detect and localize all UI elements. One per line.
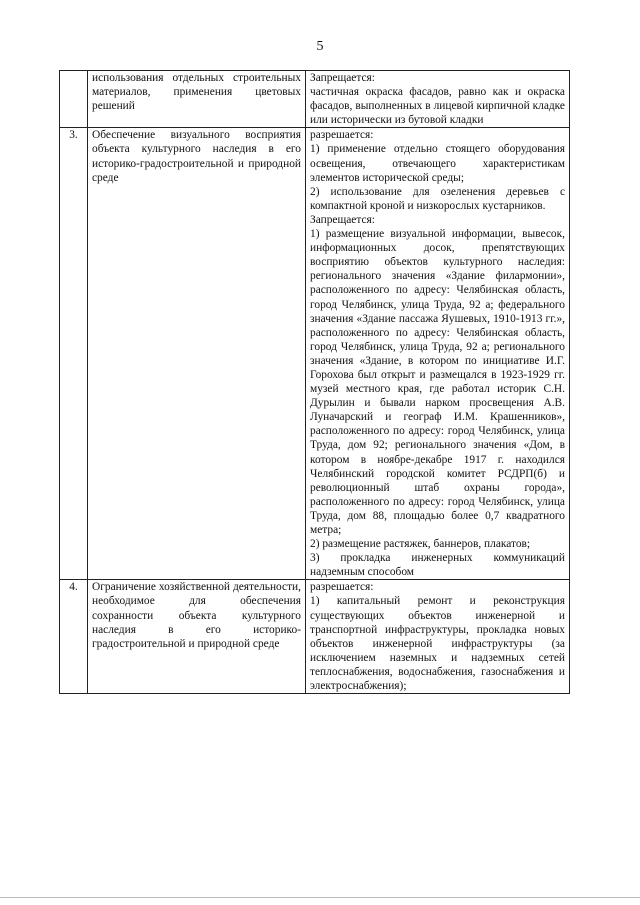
requirement-text: 2) использование для озеленения деревьев с компактной кроной и низкорослых кустарников. [310,185,565,212]
table-row [60,71,570,128]
requirement-text: 1) капитальный ремонт и реконструкция существующих объектов инженерной и транспортной инфраструктуры, прокладка новых объектов инженерной инфраструктуры (за исключением наземных и надземных сетей теплоснабжения, водоснабжения, газоснабжения и электроснабжения); [310,595,565,693]
page-number: 5 [316,39,324,54]
table-row [60,580,570,694]
row-name: Обеспечение визуального восприятия объекта культурного наследия в его историко-градостроительной и природной среде [88,128,306,580]
row-number: 4. [60,580,88,694]
requirement-text: разрешается: [310,129,374,142]
row-number [60,71,88,128]
requirement-text: разрешается: [310,581,374,594]
requirement-text: 2) размещение растяжек, баннеров, плакатов; [310,538,531,551]
requirements-table [59,70,570,694]
row-requirements [306,128,570,580]
requirement-text: 1) применение отдельно стоящего оборудования освещения, отвечающего характеристикам элементов исторической среды; [310,143,565,184]
row-requirements [306,71,570,128]
page-bottom-edge [0,897,640,898]
row-number: 3. [60,128,88,580]
table-row [60,128,570,580]
requirement-text: частичная окраска фасадов, равно как и окраска фасадов, выполненных в лицевой кирпичной кладке или исторически из бутовой кладки [310,86,565,127]
row-requirements [306,580,570,694]
requirement-text: Запрещается: [310,213,375,226]
row-name: Ограничение хозяйственной деятельности, необходимое для обеспечения сохранности объекта культурного наследия в его историко-градостроительной и природной среде [88,580,306,694]
requirement-text: 1) размещение визуальной информации, вывесок, информационных досок, препятствующих восприятию объектов культурного наследия: регионального значения «Здание филармонии», расположенного по адресу: Челябинская область, город Челябинск, улица Труда, 92 а; федерального значения «Здание пассажа Яушевых, 1910-1913 гг.», расположенного по адресу: Челябинская область, город Челябинск, улица Труда, 92 а; регионального значения «Здание, в котором по инициативе И.Г. Горохова был открыт и размещался в 1923-1929 гг. музей местного края, где работал историк С.Н. Дурылин и бывали нарком просвещения А.В. Луначарский и географ И.М. Крашенников», расположенного по адресу: город Челябинск, улица Труда, дом 92; регионального значения «Дом, в котором в ноябре-декабре 1917 г. находился Челябинский городской комитет РСДРП(б) и революционный штаб охраны города», расположенного по адресу: город Челябинск, улица Труда, дом 88, площадью более 0,7 квадратного метра; [310,228,565,536]
requirement-text: Запрещается: [310,72,375,84]
requirement-text: 3) прокладка инженерных коммуникаций надземным способом [310,552,565,579]
row-name: использования отдельных строительных материалов, применения цветовых решений [88,71,306,128]
